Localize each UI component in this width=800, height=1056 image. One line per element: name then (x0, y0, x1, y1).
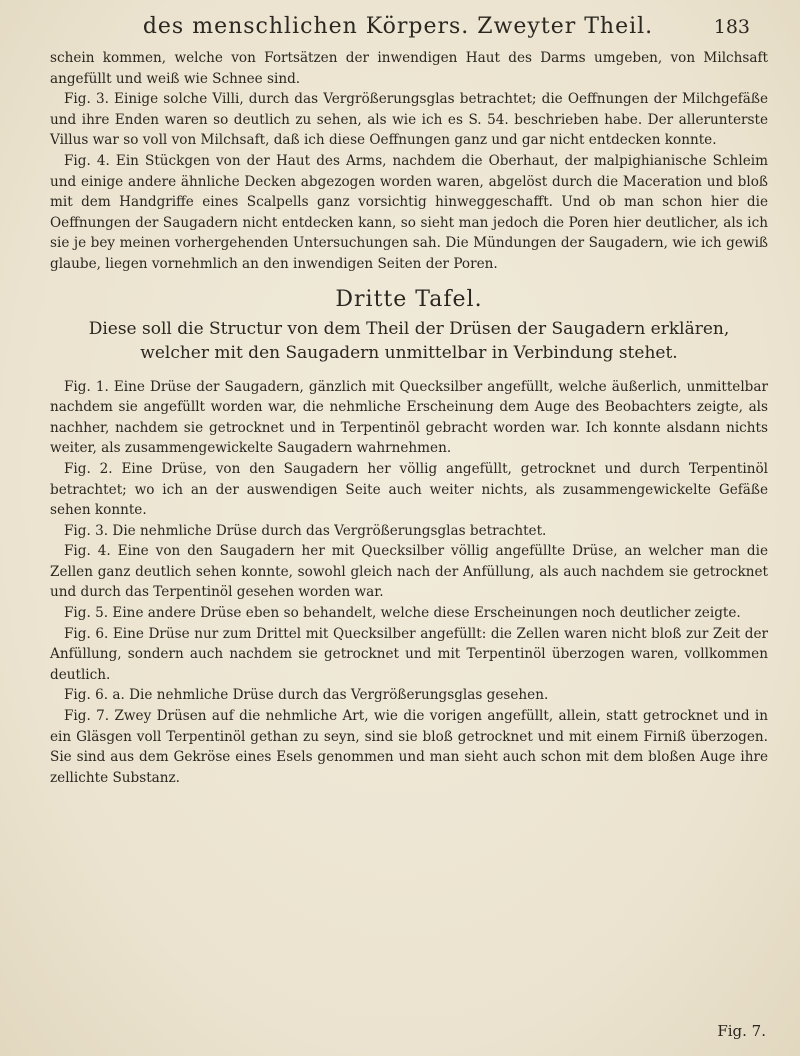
paragraph: Fig. 3. Die nehmliche Drüse durch das Vergrößerungsglas betrachtet. (64, 522, 547, 539)
section-title: Dritte Tafel. (335, 286, 483, 312)
section-subtitle: Diese soll die Structur von dem Theil der Drüsen der Saugadern erklären, (88, 318, 730, 339)
paragraph: Fig. 4. Ein Stückgen von der Haut des Arms, nachdem die Oberhaut, der malpighianische Schleim und einige andere ähnliche Decken abgezogen worden waren, abgelöst durch die Maceration und bloß mit dem Handgriffe eines Scalpells ganz vorsichtig hinweggeschafft. Und ob man schon hier die Oeffnungen der Saugadern nicht entdecken kann, so sieht man jedoch die Poren hier deutlicher, als ich sie je bey meinen vorhergehenden Untersuchungen sah. Die Mündungen der Saugadern, wie ich gewiß glaube, liegen vornehmlich an den inwendigen Seiten der Poren. (50, 152, 768, 272)
paragraph: schein kommen, welche von Fortsätzen der inwendigen Haut des Darms umgeben, von Milchsaft angefüllt und weiß wie Schnee sind. (50, 50, 768, 87)
paragraph: Fig. 2. Eine Drüse, von den Saugadern her völlig angefüllt, getrocknet und durch Terpentinöl betrachtet; wo ich an der auswendigen Seite auch weiter nichts, als zusammengewickelte Gefäße sehen konnte. (50, 460, 768, 519)
running-title: des menschlichen Körpers. Zweyter Theil. (142, 14, 654, 39)
catch-word: Fig. 7. (717, 1022, 766, 1040)
paragraph: Fig. 1. Eine Drüse der Saugadern, gänzlich mit Quecksilber angefüllt, welche äußerlich, unmittelbar nachdem sie angefüllt worden war, die nehmliche Erscheinung dem Auge des Beobachters zeigte, als nachher, nachdem sie getrocknet und in Terpentinöl gebracht worden war. Ich konnte alsdann nichts weiter, als zusammengewickelte Saugadern wahrnehmen. (50, 378, 768, 457)
paragraph: Fig. 5. Eine andere Drüse eben so behandelt, welche diese Erscheinungen noch deutlicher zeigte. (64, 605, 741, 622)
paragraph: Fig. 4. Eine von den Saugadern her mit Quecksilber völlig angefüllte Drüse, an welcher man die Zellen ganz deutlich sehen konnte, sowohl gleich nach der Anfüllung, als auch nachdem sie getrocknet und durch das Terpentinöl gesehen worden war. (50, 543, 768, 601)
body-text (50, 48, 768, 788)
paragraph: Fig. 6. Eine Drüse nur zum Drittel mit Quecksilber angefüllt: die Zellen waren nicht bloß zur Zeit der Anfüllung, sondern auch nachdem sie getrocknet und mit Terpentinöl überzogen waren, vollkommen deutlich. (50, 625, 768, 683)
paragraph: Fig. 3. Einige solche Villi, durch das Vergrößerungsglas betrachtet; die Oeffnungen der Milchgefäße und ihre Enden waren so deutlich zu sehen, als wie ich es S. 54. beschrieben habe. Der allerunterste Villus war so voll von Milchsaft, daß ich diese Oeffnungen ganz und gar nicht entdecken konnte. (50, 91, 768, 149)
page-number: 183 (713, 16, 750, 38)
paragraph: Fig. 7. Zwey Drüsen auf die nehmliche Art, wie die vorigen angefüllt, allein, statt getrocknet und in ein Gläsgen voll Terpentinöl gethan zu seyn, sind sie bloß getrocknet und mit einem Firniß überzogen. Sie sind aus dem Gekröse eines Esels genommen und man sieht auch schon mit dem bloßen Auge ihre zellichte Substanz. (50, 708, 768, 786)
section-subtitle: welcher mit den Saugadern unmittelbar in Verbindung stehet. (140, 342, 678, 363)
running-head (40, 14, 760, 42)
paragraph: Fig. 6. a. Die nehmliche Drüse durch das Vergrößerungsglas gesehen. (64, 687, 549, 704)
